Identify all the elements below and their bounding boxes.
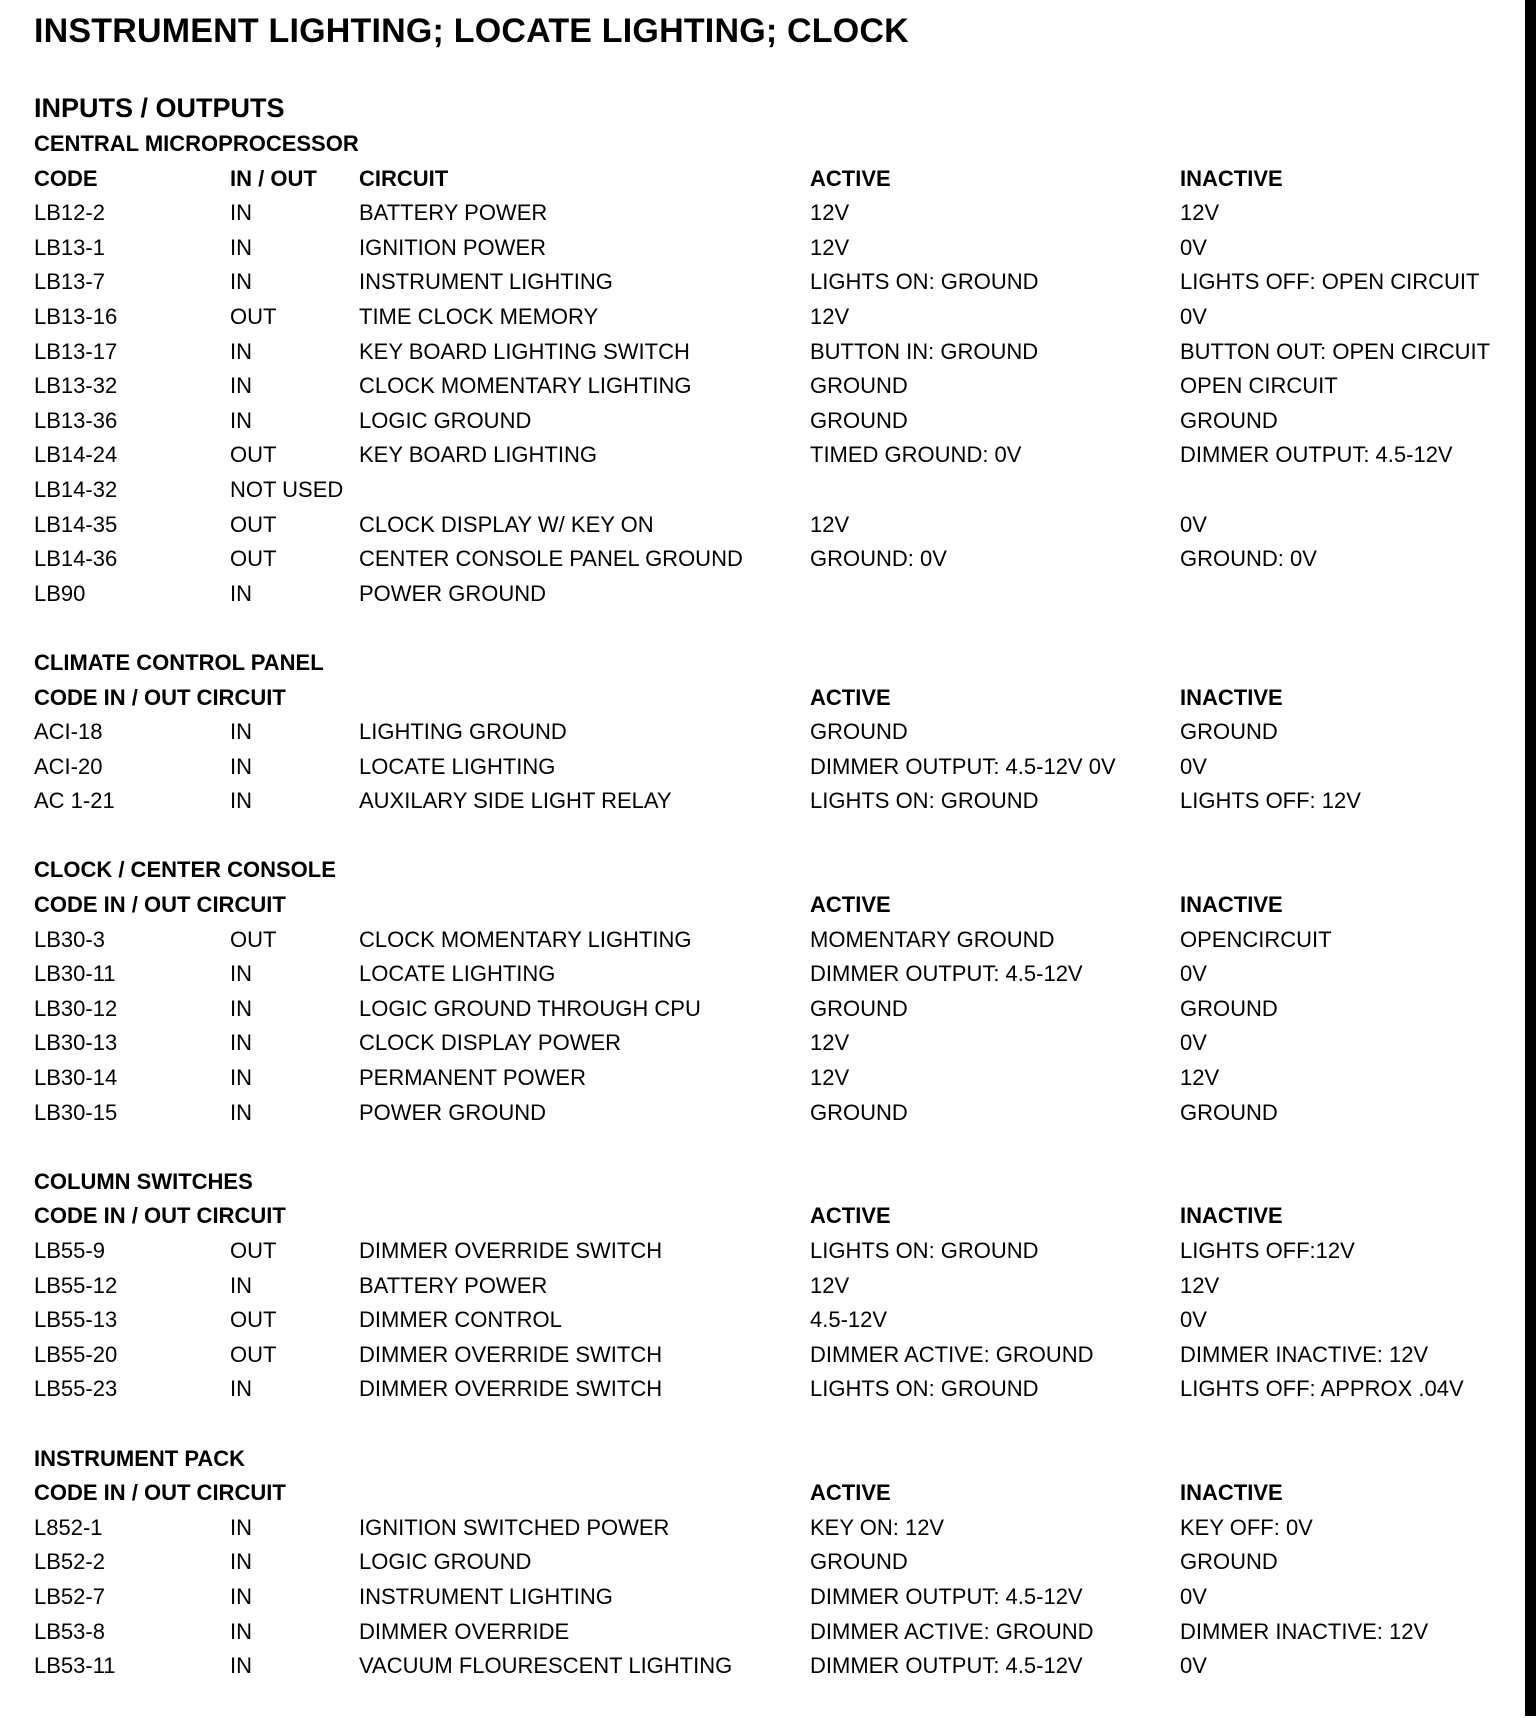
cell-active: DIMMER OUTPUT: 4.5-12V [810,1653,1083,1679]
column-header-row [34,1476,1504,1511]
cell-code: LB14-36 [34,546,118,572]
io-section [34,127,1504,611]
cell-active: LIGHTS ON: GROUND [810,788,1039,814]
cell-inactive: OPEN CIRCUIT [1180,373,1338,399]
table-row [34,992,1504,1027]
cell-active: LIGHTS ON: GROUND [810,1238,1039,1263]
cell-inactive: DIMMER OUTPUT: 4.5-12V [1180,442,1453,468]
cell-circuit: LOGIC GROUND [359,407,532,433]
cell-circuit: LOGIC GROUND THROUGH CPU [359,995,701,1021]
table-row [34,1026,1504,1061]
table-row [34,1303,1504,1338]
cell-io: OUT [230,926,277,952]
cell-code: LB13-17 [34,338,118,364]
table-row [34,300,1504,335]
cell-active: DIMMER OUTPUT: 4.5-12V [810,1583,1083,1609]
column-header-code: CODE IN / OUT CIRCUIT [34,1203,286,1229]
table-row [34,1096,1504,1131]
cell-code: L852-1 [34,1514,103,1540]
table-row [34,1234,1504,1269]
table-row [34,1580,1504,1615]
column-header-inactive: INACTIVE [1180,1203,1283,1229]
cell-inactive: 0V [1180,961,1207,987]
cell-circuit: POWER GROUND [359,580,546,606]
table-row [34,473,1504,508]
cell-active: GROUND [810,373,908,399]
column-header-inactive: INACTIVE [1180,165,1283,191]
cell-inactive: LIGHTS OFF:12V [1180,1238,1355,1263]
cell-code: LB30-14 [34,1065,118,1091]
cell-active: DIMMER ACTIVE: GROUND [810,1618,1094,1644]
cell-circuit: CENTER CONSOLE PANEL GROUND [359,546,743,572]
table-row [34,404,1504,439]
cell-active: KEY ON: 12V [810,1514,945,1540]
cell-circuit: TIME CLOCK MEMORY [359,303,599,329]
cell-circuit: DIMMER OVERRIDE SWITCH [359,1376,663,1402]
cell-circuit: LOCATE LIGHTING [359,753,556,779]
io-section [34,1165,1504,1407]
cell-inactive: 0V [1180,1307,1207,1333]
cell-active: GROUND: 0V [810,546,947,572]
cell-circuit: CLOCK MOMENTARY LIGHTING [359,373,692,399]
cell-code: ACI-18 [34,719,103,745]
cell-code: LB12-2 [34,200,105,226]
cell-io: IN [230,234,252,260]
cell-io: NOT USED [230,476,344,502]
column-header-io: IN / OUT [230,165,317,191]
table-row [34,1649,1504,1684]
table-row [34,750,1504,785]
column-header-row [34,162,1504,197]
table-row [34,542,1504,577]
table-row [34,957,1504,992]
io-tables [34,127,1504,1718]
cell-inactive: 12V [1180,1065,1220,1091]
table-row [34,1372,1504,1407]
cell-circuit: IGNITION SWITCHED POWER [359,1514,670,1540]
column-header-inactive: INACTIVE [1180,892,1283,918]
inputs-outputs-heading: INPUTS / OUTPUTS [34,93,285,123]
cell-inactive: GROUND: 0V [1180,546,1317,572]
cell-active: MOMENTARY GROUND [810,926,1055,952]
cell-active: 12V [810,511,850,537]
table-row [34,196,1504,231]
cell-io: IN [230,269,252,295]
cell-circuit: LOCATE LIGHTING [359,961,556,987]
section-title: CLOCK / CENTER CONSOLE [34,857,336,883]
cell-inactive: GROUND [1180,995,1278,1021]
cell-io: IN [230,1514,252,1540]
table-row [34,231,1504,266]
cell-io: IN [230,1583,252,1609]
section-title: CLIMATE CONTROL PANEL [34,649,324,675]
cell-inactive: GROUND [1180,1099,1278,1125]
cell-io: OUT [230,511,277,537]
table-row [34,1511,1504,1546]
page-title: INSTRUMENT LIGHTING; LOCATE LIGHTING; CLOCK [34,12,909,50]
column-header-active: ACTIVE [810,684,891,710]
table-row [34,335,1504,370]
page-edge-bar [1525,0,1536,1716]
table-row [34,784,1504,819]
cell-circuit: AUXILARY SIDE LIGHT RELAY [359,788,672,814]
table-row [34,438,1504,473]
cell-circuit: VACUUM FLOURESCENT LIGHTING [359,1653,733,1679]
cell-io: OUT [230,546,277,572]
cell-io: IN [230,338,252,364]
column-header-circuit: CIRCUIT [359,165,449,191]
cell-active: 4.5-12V [810,1307,888,1333]
cell-circuit: POWER GROUND [359,1099,546,1125]
cell-active: BUTTON IN: GROUND [810,338,1039,364]
column-header-code: CODE IN / OUT CIRCUIT [34,1480,286,1506]
cell-active: 12V [810,200,850,226]
cell-active: 12V [810,234,850,260]
cell-code: LB13-32 [34,373,118,399]
cell-io: IN [230,1653,252,1679]
table-row [34,1545,1504,1580]
cell-code: LB30-3 [34,926,105,952]
table-row [34,1615,1504,1650]
cell-code: LB55-13 [34,1307,118,1333]
cell-circuit: INSTRUMENT LIGHTING [359,1583,613,1609]
cell-io: OUT [230,1238,277,1263]
cell-io: IN [230,1549,252,1575]
cell-circuit: LOGIC GROUND [359,1549,532,1575]
cell-code: LB52-2 [34,1549,105,1575]
cell-circuit: DIMMER CONTROL [359,1307,562,1333]
cell-inactive: DIMMER INACTIVE: 12V [1180,1341,1429,1367]
cell-code: LB52-7 [34,1583,105,1609]
cell-active: GROUND [810,1549,908,1575]
cell-circuit: DIMMER OVERRIDE SWITCH [359,1341,663,1367]
cell-io: IN [230,788,252,814]
table-row [34,369,1504,404]
column-header-code: CODE IN / OUT CIRCUIT [34,892,286,918]
table-row [34,577,1504,612]
table-row [34,508,1504,543]
cell-inactive: GROUND [1180,719,1278,745]
section-title: CENTRAL MICROPROCESSOR [34,131,359,156]
cell-code: LB55-12 [34,1272,118,1298]
cell-circuit: BATTERY POWER [359,200,548,226]
column-header-row [34,888,1504,923]
column-header-inactive: INACTIVE [1180,684,1283,710]
cell-circuit: DIMMER OVERRIDE SWITCH [359,1238,663,1263]
cell-code: LB55-20 [34,1341,118,1367]
cell-circuit: CLOCK DISPLAY POWER [359,1030,622,1056]
cell-inactive: LIGHTS OFF: 12V [1180,788,1361,814]
cell-inactive: GROUND [1180,407,1278,433]
table-row [34,923,1504,958]
cell-code: LB30-11 [34,961,116,987]
cell-inactive: OPENCIRCUIT [1180,926,1332,952]
column-header-active: ACTIVE [810,165,891,191]
cell-inactive: GROUND [1180,1549,1278,1575]
table-row [34,715,1504,750]
cell-code: LB13-7 [34,269,105,295]
io-section [34,646,1504,819]
cell-active: DIMMER OUTPUT: 4.5-12V 0V [810,753,1116,779]
cell-circuit: KEY BOARD LIGHTING SWITCH [359,338,690,364]
cell-inactive: LIGHTS OFF: OPEN CIRCUIT [1180,269,1480,295]
cell-code: LB30-15 [34,1099,118,1125]
column-header-code: CODE IN / OUT CIRCUIT [34,684,286,710]
cell-circuit: INSTRUMENT LIGHTING [359,269,613,295]
cell-active: GROUND [810,1099,908,1125]
cell-code: LB14-35 [34,511,118,537]
section-title: INSTRUMENT PACK [34,1445,246,1471]
cell-circuit: KEY BOARD LIGHTING [359,442,597,468]
cell-circuit: CLOCK DISPLAY W/ KEY ON [359,511,654,537]
io-section [34,1442,1504,1684]
table-row [34,1269,1504,1304]
cell-io: IN [230,1618,252,1644]
cell-code: LB14-24 [34,442,118,468]
column-header-active: ACTIVE [810,1203,891,1229]
cell-active: LIGHTS ON: GROUND [810,1376,1039,1402]
cell-io: IN [230,373,252,399]
cell-code: LB13-16 [34,303,118,329]
cell-circuit: PERMANENT POWER [359,1065,586,1091]
cell-code: LB14-32 [34,476,118,502]
cell-io: OUT [230,442,277,468]
cell-io: IN [230,753,252,779]
cell-code: LB53-8 [34,1618,105,1644]
cell-active: 12V [810,1065,850,1091]
cell-inactive: 0V [1180,1583,1207,1609]
cell-code: LB30-13 [34,1030,118,1056]
column-header-row [34,681,1504,716]
cell-active: 12V [810,1030,850,1056]
cell-active: 12V [810,303,850,329]
cell-io: IN [230,200,252,226]
cell-io: IN [230,580,252,606]
cell-code: AC 1-21 [34,788,115,814]
cell-circuit: LIGHTING GROUND [359,719,567,745]
cell-circuit: CLOCK MOMENTARY LIGHTING [359,926,692,952]
table-row [34,1338,1504,1373]
cell-io: OUT [230,1307,277,1333]
cell-inactive: 0V [1180,1653,1207,1679]
cell-code: ACI-20 [34,753,103,779]
cell-code: LB13-36 [34,407,118,433]
cell-io: IN [230,1376,252,1402]
cell-active: DIMMER ACTIVE: GROUND [810,1341,1094,1367]
cell-inactive: 0V [1180,234,1207,260]
cell-io: IN [230,995,252,1021]
cell-io: IN [230,1065,252,1091]
cell-inactive: BUTTON OUT: OPEN CIRCUIT [1180,338,1491,364]
io-section [34,853,1504,1130]
cell-code: LB55-23 [34,1376,118,1402]
cell-io: OUT [230,1341,277,1367]
cell-code: LB13-1 [34,234,105,260]
table-row [34,265,1504,300]
cell-code: LB53-11 [34,1653,116,1679]
cell-active: LIGHTS ON: GROUND [810,269,1039,295]
cell-active: GROUND [810,719,908,745]
cell-io: IN [230,1099,252,1125]
cell-inactive: KEY OFF: 0V [1180,1514,1313,1540]
cell-circuit: BATTERY POWER [359,1272,548,1298]
cell-inactive: DIMMER INACTIVE: 12V [1180,1618,1429,1644]
column-header-active: ACTIVE [810,892,891,918]
cell-active: GROUND [810,407,908,433]
cell-active: DIMMER OUTPUT: 4.5-12V [810,961,1083,987]
cell-io: IN [230,407,252,433]
cell-io: IN [230,1272,252,1298]
section-title: COLUMN SWITCHES [34,1168,253,1194]
cell-active: TIMED GROUND: 0V [810,442,1022,468]
cell-code: LB55-9 [34,1238,105,1263]
cell-inactive: 0V [1180,1030,1207,1056]
cell-active: GROUND [810,995,908,1021]
cell-circuit: DIMMER OVERRIDE [359,1618,570,1644]
cell-io: OUT [230,303,277,329]
table-row [34,1061,1504,1096]
cell-inactive: 0V [1180,303,1207,329]
column-header-inactive: INACTIVE [1180,1480,1283,1506]
cell-inactive: LIGHTS OFF: APPROX .04V [1180,1376,1464,1402]
cell-io: IN [230,961,252,987]
cell-circuit: IGNITION POWER [359,234,546,260]
column-header-code: CODE [34,165,98,191]
column-header-active: ACTIVE [810,1480,891,1506]
cell-io: IN [230,719,252,745]
cell-active: 12V [810,1272,850,1298]
cell-inactive: 0V [1180,753,1207,779]
cell-code: LB30-12 [34,995,118,1021]
cell-inactive: 0V [1180,511,1207,537]
cell-inactive: 12V [1180,1272,1220,1298]
cell-inactive: 12V [1180,200,1220,226]
cell-code: LB90 [34,580,86,606]
cell-io: IN [230,1030,252,1056]
column-header-row [34,1199,1504,1234]
